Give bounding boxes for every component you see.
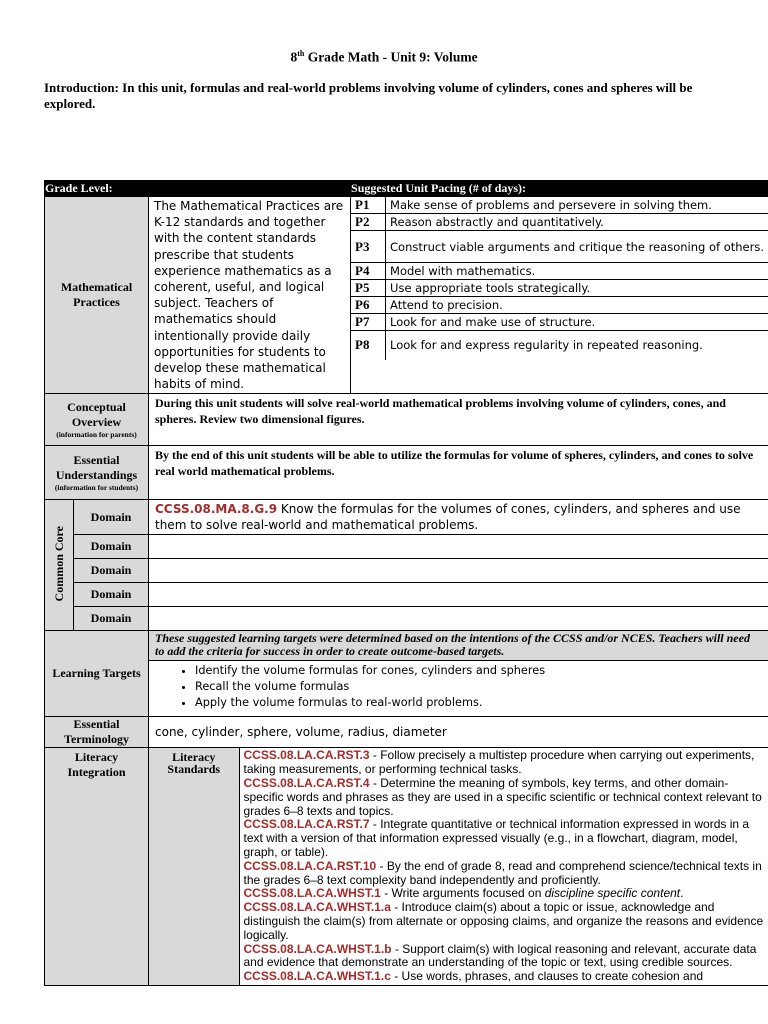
grade-level-header: Grade Level:	[45, 181, 351, 197]
essential-understandings-label: Essential Understandings (information for students)	[45, 446, 149, 500]
domain-label: Domain	[74, 607, 149, 631]
literacy-integration-label: Literacy Integration	[45, 748, 149, 986]
math-practices-label: Mathematical Practices	[45, 197, 149, 394]
pacing-header: Suggested Unit Pacing (# of days):	[351, 181, 768, 197]
practice-code: P2	[351, 214, 386, 231]
list-item: CCSS.08.LA.CA.RST.7 - Integrate quantitative or technical information expressed in words in a text with a version of that information expressed visually (e.g., in a flowchart, diagram, model, graph, or table).	[243, 817, 750, 860]
domain-empty-cell	[149, 607, 768, 631]
practice-text: Look for and express regularity in repeated reasoning.	[390, 338, 703, 353]
conceptual-overview-text: During this unit students will solve real-world mathematical problems involving volume of cylinders, cones, and spheres. Review two dimensional figures.	[149, 394, 768, 446]
learning-targets-list	[149, 661, 768, 717]
practice-text: Look for and make use of structure.	[386, 314, 768, 331]
essential-terminology-text: cone, cylinder, sphere, volume, radius, diameter	[149, 717, 768, 748]
math-practices-description: The Mathematical Practices are K-12 standards and together with the content standards prescribe that students experience mathematics as a coherent, useful, and logical subject. Teachers of mathematics should intentionally provide daily opportunities for students to develop these mathematical habits of mind.	[149, 197, 351, 394]
practices-list	[351, 197, 768, 360]
practice-text: Make sense of problems and persevere in solving them.	[386, 197, 768, 214]
domain-label: Domain	[74, 535, 149, 559]
literacy-standards-label: Literacy Standards	[149, 748, 239, 985]
learning-targets-note: These suggested learning targets were determined based on the intentions of the CCSS and/or NCES. Teachers will need to add the criteria for success in order to create outcome-based targets.	[149, 631, 768, 661]
literacy-standards-list	[239, 748, 768, 985]
practice-text: Model with mathematics.	[386, 263, 768, 280]
list-item: CCSS.08.LA.CA.WHST.1.a - Introduce claim(s) about a topic or issue, acknowledge and distinguish the claim(s) from alternate or opposing claims, and organize the reasons and evidence logically.	[243, 900, 764, 942]
list-item: CCSS.08.LA.CA.RST.10 - By the end of grade 8, read and comprehend science/technical texts in the grades 6–8 text complexity band independently and proficiently.	[243, 858, 762, 887]
practice-code: P7	[351, 314, 386, 331]
common-core-label: Common Core	[45, 500, 74, 631]
conceptual-overview-label: Conceptual Overview (information for parents)	[45, 394, 149, 446]
practice-text: Use appropriate tools strategically.	[386, 280, 768, 297]
list-item: CCSS.08.LA.CA.RST.4 - Determine the meaning of symbols, key terms, and other domain-specific words and phrases as they are used in a specific scientific or technical context relevant to grades 6–8 texts and topics.	[243, 776, 762, 818]
domain-empty-cell	[149, 559, 768, 583]
practice-code: P6	[351, 297, 386, 314]
practice-code: P1	[351, 197, 386, 214]
practice-code: P5	[351, 280, 386, 297]
domain-label: Domain	[74, 583, 149, 607]
practice-text: Attend to precision.	[386, 297, 768, 314]
practice-code: P3	[351, 231, 386, 263]
list-item: CCSS.08.LA.CA.WHST.1.b - Support claim(s) with logical reasoning and relevant, accurate data and evidence that demonstrate an understanding of the topic or text, using credible sources.	[243, 941, 757, 970]
list-item: CCSS.08.LA.CA.WHST.1.c - Use words, phrases, and clauses to create cohesion and	[243, 969, 704, 984]
unit-table	[44, 180, 768, 986]
list-item: CCSS.08.LA.CA.WHST.1 - Write arguments focused on discipline specific content.	[243, 886, 684, 901]
practice-text: Reason abstractly and quantitatively.	[386, 214, 768, 231]
domain-label: Domain	[74, 500, 149, 535]
list-item: • Recall the volume formulas	[195, 679, 768, 695]
essential-terminology-label: Essential Terminology	[45, 717, 149, 748]
practice-text: Construct viable arguments and critique the reasoning of others.	[386, 231, 768, 263]
learning-targets-label: Learning Targets	[45, 631, 149, 717]
list-item: • Apply the volume formulas to real-world problems.	[195, 695, 768, 711]
common-core-standard: CCSS.08.MA.8.G.9 Know the formulas for the volumes of cones, cylinders, and spheres and use them to solve real-world and mathematical problems.	[149, 500, 768, 535]
list-item: CCSS.08.LA.CA.RST.3 - Follow precisely a multistep procedure when carrying out experiments, taking measurements, or performing technical tasks.	[243, 748, 755, 777]
page-title: 8th Grade Math - Unit 9: Volume	[290, 49, 478, 65]
domain-empty-cell	[149, 535, 768, 559]
domain-label: Domain	[74, 559, 149, 583]
practice-code: P4	[351, 263, 386, 280]
domain-empty-cell	[149, 583, 768, 607]
introduction: Introduction: In this unit, formulas and real-world problems involving volume of cylinders, cones and spheres will be explored.	[44, 80, 693, 111]
essential-understandings-text: By the end of this unit students will be able to utilize the formulas for volume of spheres, cylinders, and cones to solve real world mathematical problems.	[149, 446, 768, 500]
practice-code: P8	[351, 331, 386, 360]
list-item: • Identify the volume formulas for cones, cylinders and spheres	[195, 663, 768, 679]
